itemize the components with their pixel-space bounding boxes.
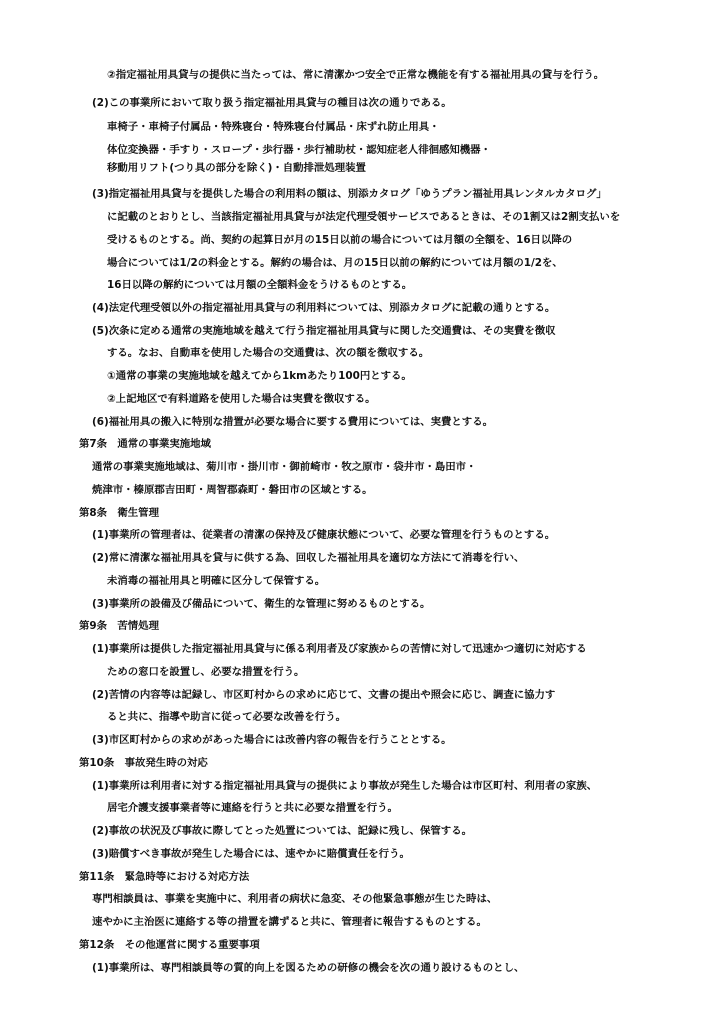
text-line: 速やかに主治医に連絡する等の措置を講ずると共に、管理者に報告するものとする。 — [92, 916, 487, 928]
section-heading: 第9条 苦情処理 — [79, 620, 159, 632]
section-heading: 第11条 緊急時等における対応方法 — [79, 871, 250, 883]
section-heading: 第10条 事故発生時の対応 — [79, 757, 208, 769]
text-line: 場合については1/2の料金とする。解約の場合は、月の15日以前の解約については月額の1/2を、 — [107, 257, 563, 269]
text-line: (2)苦情の内容等は記録し、市区町村からの求めに応じて、文書の提出や照会に応じ、調査に協力す — [92, 689, 556, 701]
text-line: 焼津市・榛原郡吉田町・周智郡森町・磐田市の区域とする。 — [92, 484, 373, 496]
text-line: 専門相談員は、事業を実施中に、利用者の病状に急変、その他緊急事態が生じた時は、 — [92, 893, 498, 905]
text-line: (2)常に清潔な福祉用具を貸与に供する為、回収した福祉用具を適切な方法にて消毒を行い、 — [92, 552, 525, 564]
text-line: (4)法定代理受領以外の指定福祉用具貸与の利用料については、別添カタログに記載の通りとする。 — [92, 302, 556, 314]
text-line: ①通常の事業の実施地域を越えてから1kmあたり100円とする。 — [107, 370, 412, 382]
text-line: (1)事業所の管理者は、従業者の清潔の保持及び健康状態について、必要な管理を行うものとする。 — [92, 529, 556, 541]
text-line: 体位変換器・手すり・スロープ・歩行器・歩行補助杖・認知症老人徘徊感知機器・ — [107, 144, 491, 156]
text-line: (5)次条に定める通常の実施地域を越えて行う指定福祉用具貸与に関した交通費は、その実費を徴収 — [92, 325, 556, 337]
text-line: (3)指定福祉用具貸与を提供した場合の利用料の額は、別添カタログ「ゆうプラン福祉用具レンタルカタログ」 — [92, 188, 607, 200]
text-line: 車椅子・車椅子付属品・特殊寝台・特殊寝台付属品・床ずれ防止用具・ — [107, 121, 440, 133]
text-line: (3)賠償すべき事故が発生した場合には、速やかに賠償責任を行う。 — [92, 848, 410, 860]
text-line: (3)市区町村からの求めがあった場合には改善内容の報告を行うこととする。 — [92, 734, 452, 746]
text-line: 居宅介護支援事業者等に連絡を行うと共に必要な措置を行う。 — [107, 802, 398, 814]
section-heading: 第7条 通常の事業実施地域 — [79, 438, 211, 450]
text-line: 16日以降の解約については月額の全額料金をうけるものとする。 — [107, 279, 413, 291]
text-line: ための窓口を設置し、必要な措置を行う。 — [107, 666, 305, 678]
text-line: (6)福祉用具の搬入に特別な措置が必要な場合に要する費用については、実費とする。 — [92, 416, 493, 428]
text-line: ②指定福祉用具貸与の提供に当たっては、常に清潔かつ安全で正常な機能を有する福祉用具の貸与を行う。 — [107, 69, 605, 81]
text-line: (1)事業所は利用者に対する指定福祉用具貸与の提供により事故が発生した場合は市区町村、利用者の家族、 — [92, 780, 598, 792]
text-line: する。なお、自動車を使用した場合の交通費は、次の額を徴収する。 — [107, 347, 430, 359]
text-line: 受けるものとする。尚、契約の起算日が月の15日以前の場合については月額の全額を、16日以降の — [107, 234, 573, 246]
text-line: ると共に、指導や助言に従って必要な改善を行う。 — [107, 711, 346, 723]
text-line: (2)この事業所において取り扱う指定福祉用具貸与の種目は次の通りである。 — [92, 97, 452, 109]
section-heading: 第12条 その他運営に関する重要事項 — [79, 939, 260, 951]
text-line: 通常の事業実施地域は、菊川市・掛川市・御前崎市・牧之原市・袋井市・島田市・ — [92, 461, 477, 473]
text-line: (1)事業所は、専門相談員等の質的向上を図るための研修の機会を次の通り設けるものとし、 — [92, 962, 525, 974]
text-line: (3)事業所の設備及び備品について、衛生的な管理に努めるものとする。 — [92, 598, 431, 610]
text-line: (2)事故の状況及び事故に際してとった処置については、記録に残し、保管する。 — [92, 825, 472, 837]
text-line: に記載のとおりとし、当該指定福祉用具貸与が法定代理受領サービスであるときは、その1割又は2割支払いを — [107, 211, 621, 223]
text-line: (1)事業所は提供した指定福祉用具貸与に係る利用者及び家族からの苦情に対して迅速かつ適切に対応する — [92, 643, 587, 655]
section-heading: 第8条 衛生管理 — [79, 507, 159, 519]
text-line: 移動用リフト(つり具の部分を除く)・自動排泄処理装置 — [107, 162, 366, 174]
text-line: ②上記地区で有料道路を使用した場合は実費を徴収する。 — [107, 393, 376, 405]
text-line: 未消毒の福祉用具と明確に区分して保管する。 — [107, 575, 326, 587]
